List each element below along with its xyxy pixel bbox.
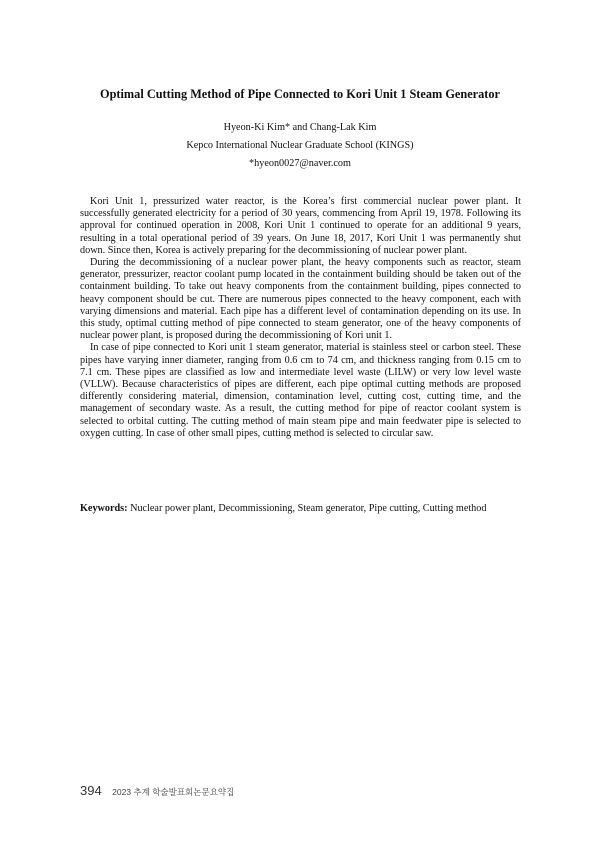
affiliation: Kepco International Nuclear Graduate School (KINGS) <box>186 140 414 151</box>
page-footer <box>80 782 234 800</box>
contact-email: *hyeon0027@naver.com <box>249 158 351 169</box>
abstract-paragraph-3: In case of pipe connected to Kori unit 1 steam generator, material is stainless steel or carbon steel. These pipes have varying inner diameter, ranging from 0.6 cm to 74 cm, and thickness ranging from 0.15 cm to 7.1 cm. These pipes are classified as low and intermediate level waste (LILW) or very low level waste (VLLW). Because characteristics of pipes are different, each pipe optimal cutting methods are proposed differently considering material, dimension, contamination level, cutting cost, cutting time, and the management of secondary waste. As a result, the cutting method for pipe of reactor coolant system is selected to orbital cutting. The cutting method of main steam pipe and main feedwater pipe is selected to oxygen cutting. In case of other small pipes, cutting method is selected to circular saw. <box>80 342 521 439</box>
abstract-paragraph-2: During the decommissioning of a nuclear power plant, the heavy components such as reactor, steam generator, pressurizer, reactor coolant pump located in the containment building should be taken out of the containment building. To take out heavy components from the containment building, pipes connected to heavy component should be cut. There are numerous pipes connected to the heavy component, each with varying dimensions and material. Each pipe has a different level of contamination depending on its use. In this study, optimal cutting method of pipe connected to steam generator, one of the heavy components of nuclear power plant, is proposed during the decommissioning of Kori unit 1. <box>80 257 521 342</box>
paper-title: Optimal Cutting Method of Pipe Connected to Kori Unit 1 Steam Generator <box>100 87 500 101</box>
keywords-list: Nuclear power plant, Decommissioning, Steam generator, Pipe cutting, Cutting method <box>130 503 487 514</box>
abstract-paragraph-1: Kori Unit 1, pressurized water reactor, is the Korea’s first commercial nuclear power plant. It successfully generated electricity for a period of 30 years, commencing from April 19, 1978. Following its approval for continued operation in 2008, Kori Unit 1 continued to operate for an additional 9 years, resulting in a total operational period of 39 years. On June 18, 2017, Kori Unit 1 was permanently shut down. Since then, Korea is actively preparing for the decommissioning of nuclear power plant. <box>80 196 521 256</box>
keywords-line <box>80 502 521 515</box>
author-list: Hyeon-Ki Kim* and Chang-Lak Kim <box>223 122 377 133</box>
abstract-body <box>80 196 521 440</box>
keywords-label: Keywords: <box>80 503 128 514</box>
journal-name: 2023 추계 학술발표회논문요약집 <box>112 787 235 797</box>
page-number: 394 <box>80 783 102 798</box>
